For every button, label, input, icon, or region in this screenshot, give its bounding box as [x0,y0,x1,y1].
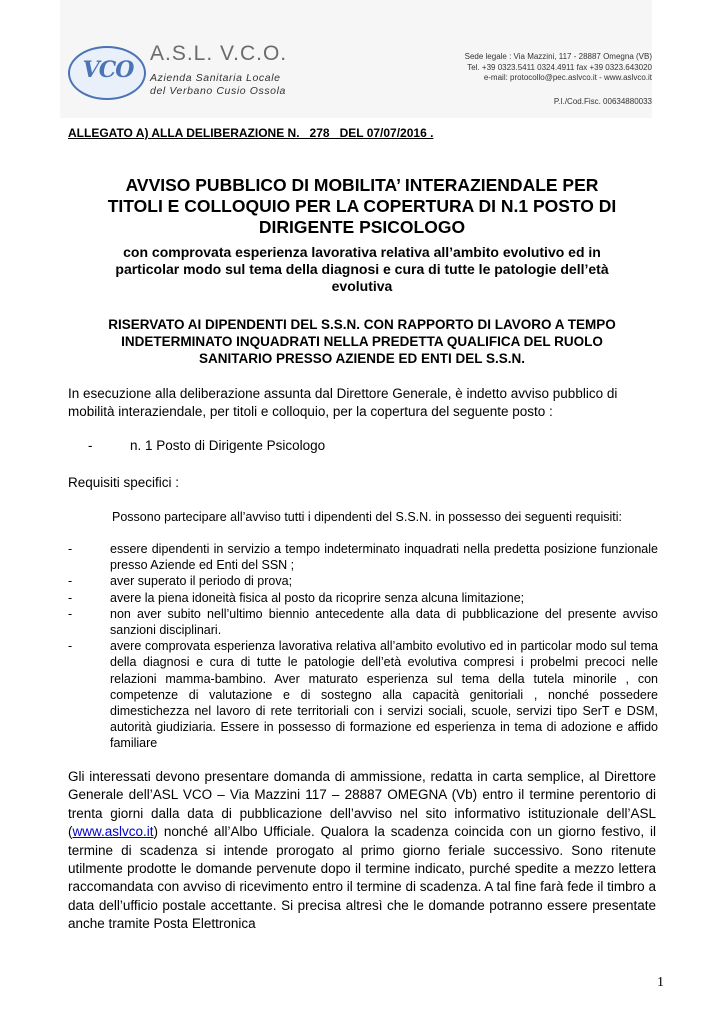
requirement-text: non aver subito nell’ultimo biennio antecedente alla data di pubblicazione del presente avviso sanzioni disciplinari. [110,606,658,638]
submission-text-before-link: Gli interessati devono presentare domanda di ammissione, redatta in carta semplice, al Direttore Generale dell’ASL VCO – Via Mazzini 117 – 28887 OMEGNA (Vb) entro il termine perentorio di trenta giorni dalla data di pubblicazione dell’avviso nel sito informativo istituzionale dell’ASL ( [68,769,656,840]
requirement-text: avere la piena idoneità fisica al posto da ricoprire senza alcuna limitazione; [110,590,525,605]
requirements-list [68,541,658,752]
requirement-text: essere dipendenti in servizio a tempo indeterminato inquadrati nella predetta posizione funzionale presso Aziende ed Enti del SSN ; [110,542,658,573]
asl-logo [68,42,288,100]
requirement-dash: - [68,574,73,589]
eligibility-intro: Possono partecipare all’avviso tutti i dipendenti del S.S.N. in possesso dei seguenti requisiti: [112,510,623,524]
document-subtitle [60,244,664,295]
submission-paragraph [68,768,656,934]
subtitle-line-3: evolutiva [331,278,393,294]
requirement-item [68,590,658,606]
document-title [60,175,664,238]
title-line-2: TITOLI E COLLOQUIO PER LA COPERTURA DI N.1 POSTO DI [107,196,617,216]
requirement-dash: - [68,639,73,654]
org-subtitle-2: del Verbano Cusio Ossola [150,85,286,97]
contact-phone: Tel. +39 0323.5411 0324.4911 fax +39 0323.643020 [467,62,652,72]
page-number: 1 [657,975,664,990]
website-link[interactable]: www.aslvco.it [72,824,154,840]
attachment-reference: ALLEGATO A) ALLA DELIBERAZIONE N. 278 DEL 07/07/2016 . [68,126,434,140]
requirement-dash: - [68,606,73,621]
eligibility-line-1: RISERVATO AI DIPENDENTI DEL S.S.N. CON RAPPORTO DI LAVORO A TEMPO [108,317,616,332]
requirement-item [68,606,658,638]
requirement-item [68,638,658,751]
position-dash: - [88,438,93,453]
eligibility-line-2: INDETERMINATO INQUADRATI NELLA PREDETTA QUALIFICA DEL RUOLO [121,334,603,349]
tax-id: P.I./Cod.Fisc. 00634880033 [553,97,652,106]
submission-text-after-link: ) nonché all’Albo Ufficiale. Qualora la scadenza coincida con un giorno festivo, il termine di scadenza si intende prorogato al primo giorno feriale successivo. Sono ritenute utilmente prodotte le domande pervenute dopo il termine indicato, purché spedite a mezzo lettera raccomandata con avviso di ricevimento entro il termine di scadenza. A tal fine farà fede il timbro a data dell’ufficio postale accettante. Si precisa altresì che le domande potranno essere presentate anche tramite Posta Elettronica [68,824,656,932]
position-item [88,438,325,453]
title-line-1: AVVISO PUBBLICO DI MOBILITA’ INTERAZIENDALE PER [125,175,599,195]
requirement-dash: - [68,590,73,605]
requirement-item [68,541,658,573]
title-line-3: DIRIGENTE PSICOLOGO [258,217,466,237]
subtitle-line-2: particolar modo sul tema della diagnosi e cura di tutte le patologie dell’età [115,261,609,277]
org-subtitle-1: Azienda Sanitaria Locale [150,72,281,84]
contact-address: Sede legale : Via Mazzini, 117 - 28887 Omegna (VB) [464,52,652,61]
requirement-item [68,573,658,589]
requirement-dash: - [68,542,73,556]
contact-block [465,52,652,84]
requirement-text: avere comprovata esperienza lavorativa relativa all’ambito evolutivo ed in particolar modo sul tema della diagnosi e cura di tutte le patologie dell’età evolutiva compresi i probelmi precoci nelle relazioni mamma-bambino. Aver maturato esperienza sul tema della tutela minorile , con competenze di valutazione e di sostegno alla capacità genitoriali , nonché possedere dimestichezza nel lavoro di rete territoriali con i servizi sociali, scuole, servizi tipo SerT e DSM, autorità giudiziaria. Essere in possesso di formazione ed esperienza in tema di adozione e affido familiare [110,639,658,751]
subtitle-line-1: con comprovata esperienza lavorativa relativa all’ambito evolutivo ed in [123,244,601,260]
eligibility-notice [60,316,664,367]
position-text: n. 1 Posto di Dirigente Psicologo [130,438,326,453]
contact-email: e-mail: protocollo@pec.aslvco.it - www.aslvco.it [483,73,652,82]
logo-mark: VCO [82,57,134,83]
eligibility-line-3: SANITARIO PRESSO AZIENDE ED ENTI DEL S.S.N. [198,351,526,366]
intro-paragraph: In esecuzione alla deliberazione assunta dal Direttore Generale, è indetto avviso pubblico di mobilità interaziendale, per titoli e colloquio, per la copertura del seguente posto : [68,386,618,419]
requirements-label: Requisiti specifici : [68,475,180,490]
org-name: A.S.L. V.C.O. [150,42,288,65]
requirement-text: aver superato il periodo di prova; [110,574,293,589]
